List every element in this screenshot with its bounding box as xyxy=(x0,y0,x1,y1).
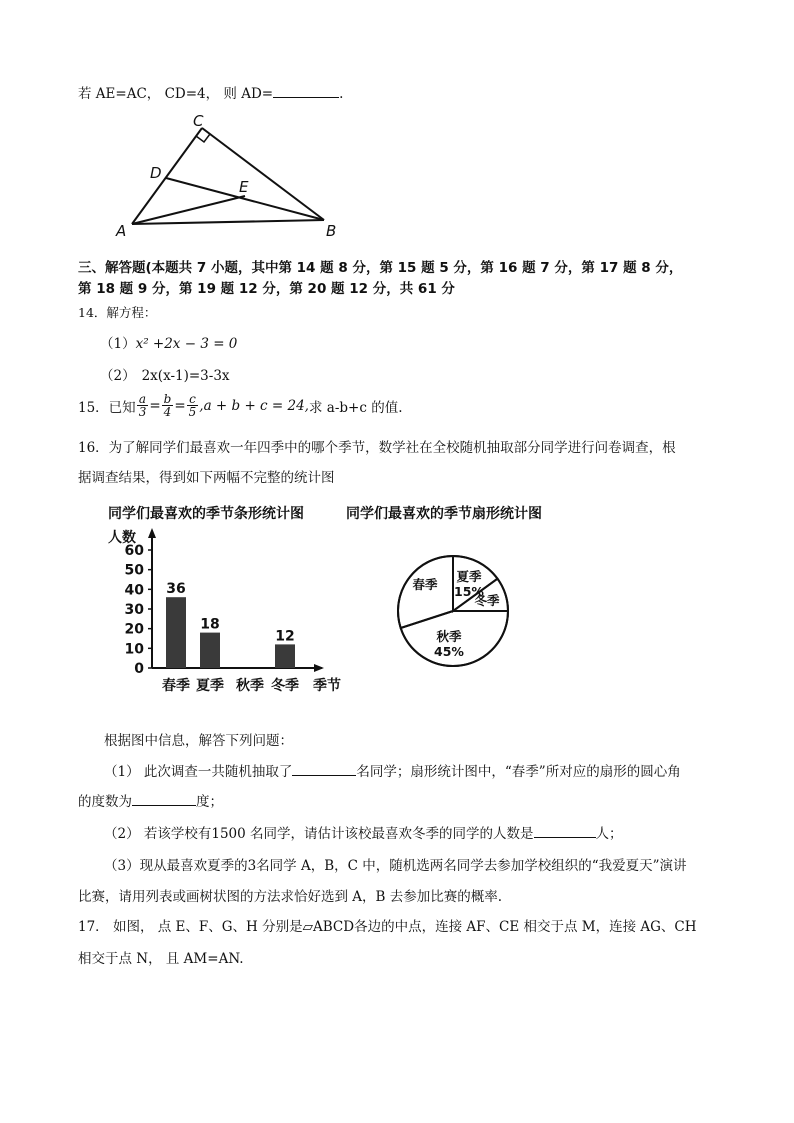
bar xyxy=(275,644,295,668)
pie-slice-label: 秋季 xyxy=(436,629,462,644)
blank-total-students[interactable] xyxy=(292,763,356,776)
question-14-part1 xyxy=(100,332,237,352)
fraction-c-over-5 xyxy=(187,393,199,418)
question-15-ask: 求 a-b+c 的值. xyxy=(308,399,403,416)
question-13-text: 若 AE=AC， CD=4， 则 AD= xyxy=(78,86,274,102)
pie-slice-percent: 45% xyxy=(434,644,464,659)
question-15-condition: ,a + b + c = 24, xyxy=(199,397,309,414)
bar-value-label: 18 xyxy=(200,616,220,633)
pie-chart-title: 同学们最喜欢的季节扇形统计图 xyxy=(346,506,542,522)
bar-value-label: 12 xyxy=(275,628,295,645)
sub2-text-a: （2） 若该学校有1500 名同学，请估计该校最喜欢冬季的同学的人数是 xyxy=(104,826,534,842)
part2-label: （2） xyxy=(100,368,136,384)
category-label: 秋季 xyxy=(236,678,264,694)
bar xyxy=(166,597,186,668)
pie-slice-label: 冬季 xyxy=(474,593,500,608)
side-cb xyxy=(202,128,324,220)
category-label: 夏季 xyxy=(196,678,224,694)
frac-den-5: 5 xyxy=(188,405,197,419)
blank-spring-angle[interactable] xyxy=(132,793,196,806)
question-14-title: 14．解方程： xyxy=(78,305,157,320)
category-label: 冬季 xyxy=(271,678,299,694)
sub2-text-b: 人； xyxy=(595,826,623,842)
part1-label: （1） xyxy=(100,336,136,352)
bar-chart-ticks xyxy=(125,543,152,677)
question-17-line2: 相交于点 N， 且 AM=AN. xyxy=(78,951,244,967)
y-tick-label: 30 xyxy=(124,602,144,618)
sub1-text-b: 名同学；扇形统计图中，“春季”所对应的扇形的圆心角 xyxy=(356,764,681,780)
frac-den-4: 4 xyxy=(163,405,172,419)
pie-slice-label: 夏季 xyxy=(456,569,482,584)
question-16-sub1-line2 xyxy=(78,790,223,810)
equals-sign-1: = xyxy=(149,397,161,414)
section-3-header-line2: 第 18 题 9 分，第 19 题 12 分，第 20 题 12 分，共 61 分 xyxy=(78,281,455,297)
frac-num-a: a xyxy=(137,393,149,406)
bar-chart-categories xyxy=(162,677,299,694)
bar-value-label: 36 xyxy=(166,581,186,598)
pie-slice-percent: 15% xyxy=(454,584,484,599)
y-axis-arrow xyxy=(148,528,156,538)
bar-chart-title: 同学们最喜欢的季节条形统计图 xyxy=(108,506,304,522)
fraction-b-over-4 xyxy=(162,393,174,418)
question-13-period: . xyxy=(339,86,344,102)
bar-chart xyxy=(100,500,350,700)
bar-chart-ylabel: 人数 xyxy=(108,530,136,546)
y-tick-label: 20 xyxy=(124,621,144,638)
question-13-line xyxy=(78,82,343,102)
section-3-header-line1: 三、解答题(本题共 7 小题，其中第 14 题 8 分，第 15 题 5 分，第 16 题 7 分，第 17 题 8 分， xyxy=(78,260,683,276)
y-tick-label: 60 xyxy=(124,543,144,559)
blank-winter-count[interactable] xyxy=(534,825,596,838)
question-16-sub1-line1 xyxy=(104,760,681,780)
question-15-prefix: 15．已知 xyxy=(78,399,136,416)
equals-sign-2: = xyxy=(174,397,186,414)
bar-chart-bars xyxy=(166,581,295,668)
y-tick-label: 50 xyxy=(124,562,144,579)
y-tick-label: 10 xyxy=(124,641,144,658)
bar-chart-xlabel: 季节 xyxy=(313,678,341,694)
question-16-intro: 根据图中信息，解答下列问题： xyxy=(104,733,293,749)
frac-num-b: b xyxy=(163,392,172,406)
question-16-line1: 16．为了解同学们最喜欢一年四季中的哪个季节，数学社在全校随机抽取部分同学进行问卷调查，根 xyxy=(78,440,676,456)
side-ab xyxy=(132,220,324,224)
question-15 xyxy=(78,393,402,418)
question-17-line1: 17． 如图， 点 E、F、G、H 分别是▱ABCD各边的中点，连接 AF、CE 相交于点 M，连接 AG、CH xyxy=(78,919,697,935)
category-label: 春季 xyxy=(162,678,190,694)
question-14-part2 xyxy=(100,364,230,384)
part2-equation: 2x(x-1)=3-3x xyxy=(141,368,230,384)
triangle-figure xyxy=(110,112,350,242)
label-e: E xyxy=(239,178,249,196)
y-tick-label: 40 xyxy=(124,582,144,599)
sub1-text-d: 度； xyxy=(196,794,223,810)
sub1-text-a: （1） 此次调查一共随机抽取了 xyxy=(104,764,293,780)
question-16-line2: 据调查结果，得到如下两幅不完整的统计图 xyxy=(78,470,335,486)
frac-num-c: c xyxy=(187,393,199,406)
frac-den-3: 3 xyxy=(138,405,147,419)
bar xyxy=(200,633,220,668)
question-16-sub3-line1: （3）现从最喜欢夏季的3名同学 A，B，C 中，随机选两名同学去参加学校组织的“我爱夏天”演讲 xyxy=(104,858,687,874)
y-tick-label: 0 xyxy=(134,661,144,677)
part1-equation: x² +2x − 3 = 0 xyxy=(135,336,238,352)
label-d: D xyxy=(150,164,162,182)
question-16-sub2 xyxy=(104,822,623,842)
fraction-a-over-3 xyxy=(137,393,149,418)
question-16-sub3-line2: 比赛，请用列表或画树状图的方法求恰好选到 A，B 去参加比赛的概率. xyxy=(78,889,503,905)
label-c: C xyxy=(193,112,204,130)
label-b: B xyxy=(326,222,337,240)
pie-slice-label: 春季 xyxy=(412,577,438,592)
sub1-text-c: 的度数为 xyxy=(78,794,132,810)
x-axis-arrow xyxy=(314,664,324,672)
label-a: A xyxy=(116,222,127,240)
answer-blank[interactable] xyxy=(273,85,339,98)
pie-chart xyxy=(340,500,580,700)
